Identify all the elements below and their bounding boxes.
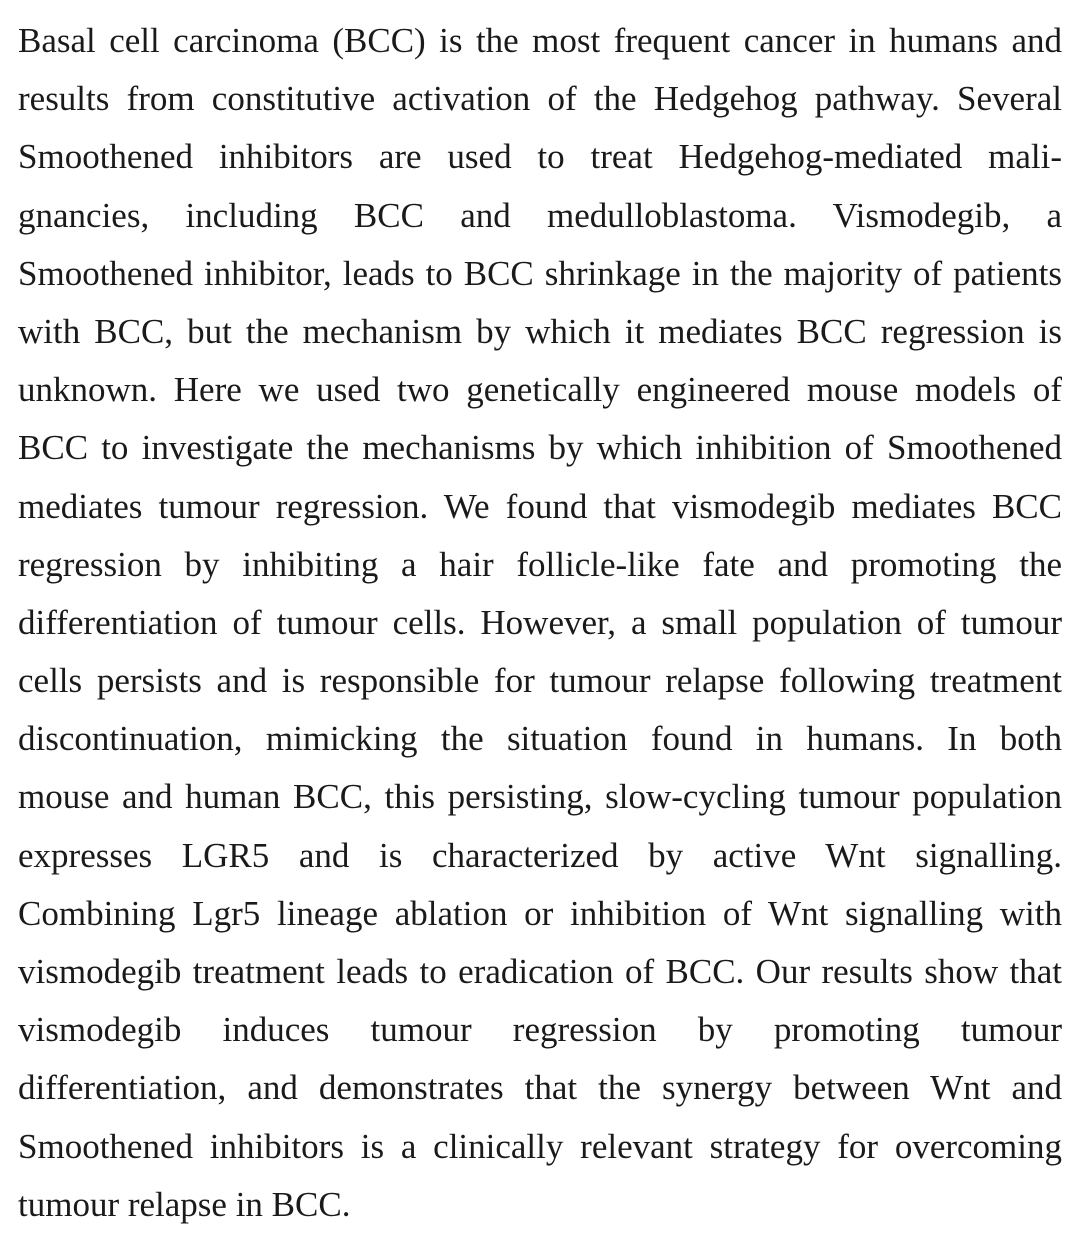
abstract-paragraph [18, 12, 1062, 1234]
abstract-line: with BCC, but the mechanism by which it mediates BCC regression is [18, 311, 1062, 351]
abstract-line: Smoothened inhibitor, leads to BCC shrinkage in the majority of patients [18, 253, 1062, 293]
abstract-line: Smoothened inhibitors is a clinically relevant strategy for overcoming [18, 1126, 1062, 1166]
abstract-line: BCC to investigate the mechanisms by which inhibition of Smoothened [18, 428, 1062, 468]
abstract-line: gnancies, including BCC and medulloblastoma. Vismodegib, a [18, 195, 1062, 235]
abstract-line: regression by inhibiting a hair follicle-like fate and promoting the [18, 544, 1062, 584]
abstract-line: cells persists and is responsible for tumour relapse following treatment [18, 661, 1062, 701]
abstract-line: results from constitutive activation of the Hedgehog pathway. Several [18, 79, 1062, 119]
abstract-line: mouse and human BCC, this persisting, slow-cycling tumour population [18, 777, 1062, 817]
abstract-line: Basal cell carcinoma (BCC) is the most frequent cancer in humans and [18, 21, 1062, 60]
abstract-line: unknown. Here we used two genetically engineered mouse models of [18, 370, 1062, 410]
abstract-line: expresses LGR5 and is characterized by active Wnt signalling. [18, 835, 1062, 875]
abstract-line: Smoothened inhibitors are used to treat Hedgehog-mediated mali- [18, 137, 1062, 177]
abstract-line: mediates tumour regression. We found that vismodegib mediates BCC [18, 486, 1062, 526]
abstract-line: differentiation, and demonstrates that the synergy between Wnt and [18, 1068, 1062, 1108]
abstract-line: Combining Lgr5 lineage ablation or inhibition of Wnt signalling with [18, 893, 1062, 933]
abstract-line: vismodegib treatment leads to eradication of BCC. Our results show that [18, 952, 1062, 991]
abstract-line: differentiation of tumour cells. However, a small population of tumour [18, 602, 1062, 642]
abstract-line: vismodegib induces tumour regression by promoting tumour [18, 1010, 1062, 1050]
abstract-line: tumour relapse in BCC. [18, 1184, 351, 1224]
abstract-line: discontinuation, mimicking the situation found in humans. In both [18, 719, 1062, 759]
